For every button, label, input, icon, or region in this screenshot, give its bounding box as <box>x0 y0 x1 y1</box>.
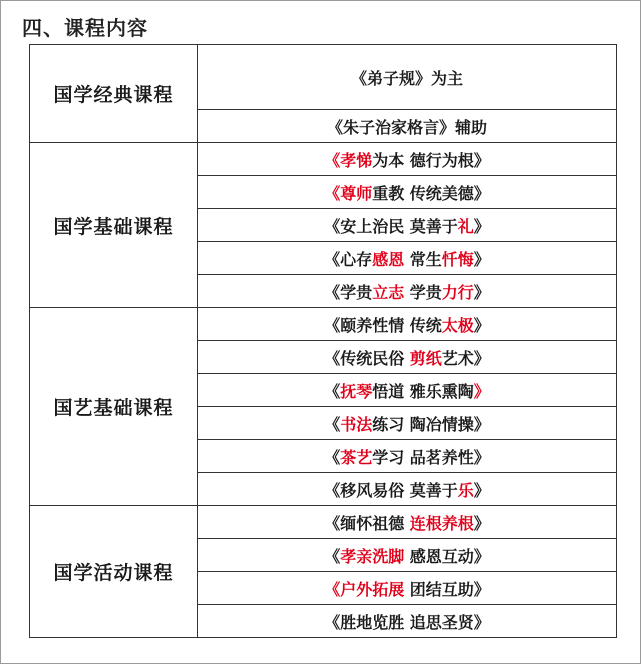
course-item <box>198 605 617 638</box>
course-text: 团结互助》 <box>404 579 490 599</box>
course-text: 《传统民俗 <box>324 348 410 368</box>
course-row <box>30 506 617 539</box>
course-text: 》 <box>473 513 490 533</box>
course-item <box>198 275 617 308</box>
course-text: 《学贵 <box>324 282 373 302</box>
course-text: 《颐养性情 传统 <box>324 315 442 335</box>
highlighted-text: 书法 <box>340 414 373 434</box>
course-text: 重教 传统美德》 <box>372 183 490 203</box>
course-item <box>198 440 617 473</box>
category-name: 国学基础课程 <box>30 143 198 308</box>
category-name: 国学经典课程 <box>30 45 198 143</box>
course-item <box>198 407 617 440</box>
course-text: 学贵 <box>404 282 442 302</box>
course-text: 》 <box>473 249 490 269</box>
course-item <box>198 209 617 242</box>
course-item <box>198 374 617 407</box>
section-heading: 四、课程内容 <box>22 16 148 40</box>
highlighted-text: 剪纸 <box>409 348 442 368</box>
course-text: 《 <box>324 546 341 566</box>
course-row <box>30 45 617 110</box>
highlighted-text: 茶艺 <box>340 447 373 467</box>
category-name: 国学活动课程 <box>30 506 198 638</box>
course-text: 》 <box>473 480 490 500</box>
course-item <box>198 506 617 539</box>
course-item <box>198 473 617 506</box>
course-item <box>198 572 617 605</box>
course-text: 《朱子治家格言》辅助 <box>326 117 487 137</box>
course-text: 练习 陶冶情操》 <box>372 414 490 434</box>
course-text: 《 <box>324 414 341 434</box>
highlighted-text: 户外拓展 <box>340 579 405 599</box>
course-item <box>198 110 617 143</box>
course-item <box>198 143 617 176</box>
course-text: 》 <box>473 315 490 335</box>
course-text: 《安上治民 莫善于 <box>324 216 458 236</box>
course-text: 》 <box>473 282 490 302</box>
course-item <box>198 242 617 275</box>
highlighted-text: 感恩 <box>372 249 405 269</box>
course-item <box>198 341 617 374</box>
course-text: 《 <box>324 381 341 401</box>
course-text: 《 <box>324 447 341 467</box>
highlighted-text: 乐 <box>457 480 474 500</box>
highlighted-text: 太极 <box>441 315 474 335</box>
course-item <box>198 176 617 209</box>
highlighted-text: 连根养根 <box>409 513 474 533</box>
highlighted-text: 抚琴 <box>340 381 373 401</box>
highlighted-text: 《 <box>324 183 341 203</box>
course-text: 《心存 <box>324 249 373 269</box>
highlighted-text: 忏悔 <box>441 249 474 269</box>
course-text: 学习 品茗养性》 <box>372 447 490 467</box>
highlighted-text: 》 <box>473 381 490 401</box>
category-name: 国艺基础课程 <box>30 308 198 506</box>
course-text: 感恩互动》 <box>404 546 490 566</box>
course-item <box>198 308 617 341</box>
course-text: 《弟子规》为主 <box>350 68 463 88</box>
highlighted-text: 力行 <box>441 282 474 302</box>
course-table <box>29 44 617 638</box>
course-row <box>30 143 617 176</box>
highlighted-text: 孝亲洗脚 <box>340 546 405 566</box>
highlighted-text: 《 <box>324 579 341 599</box>
course-text: 《缅怀祖德 <box>324 513 410 533</box>
course-text: 为本 德行为根》 <box>372 150 490 170</box>
course-row <box>30 308 617 341</box>
highlighted-text: 《 <box>324 150 341 170</box>
course-item <box>198 45 617 110</box>
highlighted-text: 礼 <box>457 216 474 236</box>
course-text: 》 <box>473 216 490 236</box>
course-text: 《移风易俗 莫善于 <box>324 480 458 500</box>
course-table-body <box>30 45 617 638</box>
course-text: 艺术》 <box>441 348 490 368</box>
highlighted-text: 尊师 <box>340 183 373 203</box>
course-item <box>198 539 617 572</box>
course-text: 悟道 雅乐熏陶 <box>372 381 474 401</box>
course-text: 《胜地览胜 追思圣贤》 <box>324 612 490 632</box>
course-text: 常生 <box>404 249 442 269</box>
highlighted-text: 孝悌 <box>340 150 373 170</box>
highlighted-text: 立志 <box>372 282 405 302</box>
